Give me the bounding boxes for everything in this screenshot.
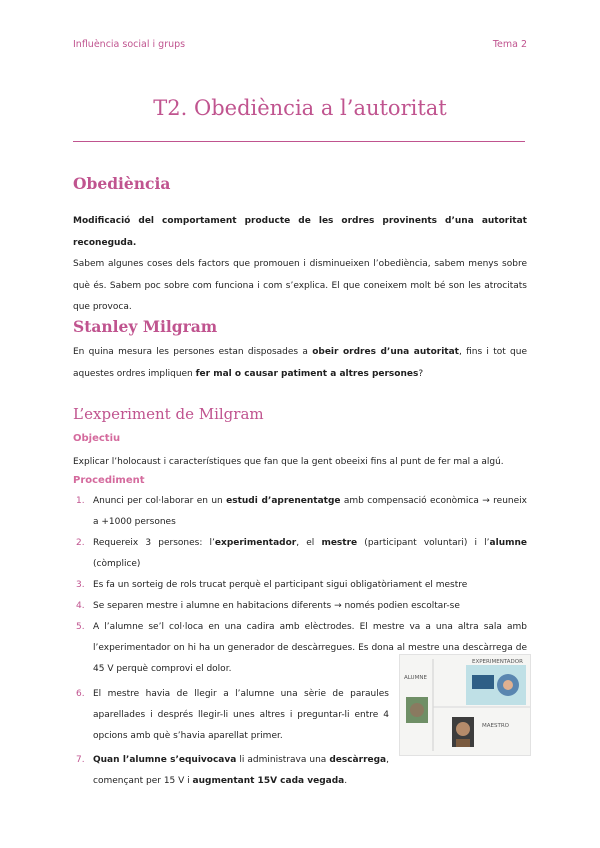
step-text-bold: mestre	[321, 538, 358, 548]
procedure-step	[73, 750, 389, 792]
step-text-bold: augmentant 15V cada vegada	[192, 776, 345, 786]
milgram-question-part: , fins i tot que aquestes ordres impliquen	[73, 347, 527, 379]
step-text-bold: descàrrega	[329, 755, 387, 765]
step-text: (còmplice)	[93, 559, 141, 569]
section-heading-experiment: L’experiment de Milgram	[73, 405, 264, 423]
step-number: 2.	[76, 538, 85, 548]
step-text-bold: experimentador	[214, 538, 297, 548]
step-text: Anunci per col·laborar en un	[93, 496, 227, 506]
procedure-step	[73, 575, 527, 596]
step-text: , començant per 15 V i	[93, 755, 389, 786]
step-text-bold: alumne	[489, 538, 528, 548]
label-alumne: ALUMNE	[404, 675, 427, 681]
experimenter-head	[503, 680, 513, 690]
milgram-question-part: ?	[418, 368, 424, 379]
subheading-objectiu: Objectiu	[73, 433, 121, 444]
step-number: 3.	[76, 580, 85, 590]
step-text: Se separen mestre i alumne en habitacions diferents → només podien escoltar-se	[93, 601, 460, 611]
label-maestro: MAESTRO	[482, 723, 509, 729]
milgram-question-bold: obeir ordres d’una autoritat	[312, 347, 459, 357]
obediencia-definition: Modificació del comportament producte de les ordres provinents d’una autoritat reconeguda.	[73, 216, 527, 248]
step-number: 4.	[76, 601, 85, 611]
label-experimentador: EXPERIMENTADOR	[472, 659, 523, 665]
subheading-procediment: Procediment	[73, 475, 145, 486]
step-number: 5.	[76, 622, 85, 632]
milgram-experiment-illustration	[399, 654, 531, 756]
running-header-left: Influència social i grups	[73, 39, 186, 50]
shock-generator	[472, 675, 494, 689]
obediencia-text: Sabem algunes coses dels factors que promouen i disminueixen l’obediència, sabem menys sobre què és. Sabem poc sobre com funciona i com s’explica. El que coneixem molt bé son les atrocitats que provoca.	[73, 259, 527, 312]
step-text: Es fa un sorteig de rols trucat perquè el participant sigui obligatòriament el mestre	[93, 580, 468, 590]
milgram-question-bold: fer mal o causar patiment a altres persones	[195, 368, 419, 379]
procedure-step	[73, 684, 389, 747]
step-text: A l’alumne se’l col·loca en una cadira amb elèctrodes. El mestre va a una altra sala amb l’experimentador on hi ha un generador de descàrregues. Es dona al mestre una descàrrega de 45 V perquè comprovi el dolor.	[93, 622, 527, 674]
step-text: , el	[296, 538, 322, 548]
objectiu-text: Explicar l’holocaust i característiques que fan que la gent obeeixi fins al punt de fer mal a algú.	[73, 457, 504, 467]
milgram-question	[73, 342, 527, 385]
running-header-right: Tema 2	[492, 39, 527, 50]
step-text: amb compensació econòmica → reuneix a +1000 persones	[93, 496, 527, 527]
step-text: El mestre havia de llegir a l’alumne una sèrie de paraules aparellades i després llegir-li unes altres i preguntar-li entre 4 opcions amb què s’havia aparellat primer.	[93, 689, 389, 741]
step-text: (participant voluntari) i l’	[357, 538, 490, 548]
page-title: T2. Obediència a l’autoritat	[153, 96, 447, 120]
procedure-step	[73, 491, 527, 533]
teacher-chair	[456, 739, 470, 747]
step-text-bold: estudi d’aprenentatge	[226, 496, 341, 506]
step-number: 7.	[76, 755, 85, 765]
step-number: 1.	[76, 496, 85, 506]
step-text: .	[344, 776, 348, 786]
teacher-figure	[456, 722, 470, 736]
learner-figure	[410, 703, 424, 717]
procedure-step	[73, 596, 527, 617]
step-text: Requereix 3 persones: l’	[93, 538, 215, 548]
title-divider	[73, 141, 525, 142]
obediencia-body	[73, 211, 527, 319]
step-text: li administrava una	[236, 755, 330, 765]
section-heading-milgram: Stanley Milgram	[73, 317, 218, 336]
section-heading-obediencia: Obediència	[73, 174, 171, 193]
step-text-bold: Quan l’alumne s’equivocava	[93, 755, 237, 765]
experiment-diagram	[400, 655, 530, 755]
milgram-question-part: En quina mesura les persones estan disposades a	[73, 347, 313, 357]
step-number: 6.	[76, 689, 85, 699]
procedure-step	[73, 533, 527, 575]
